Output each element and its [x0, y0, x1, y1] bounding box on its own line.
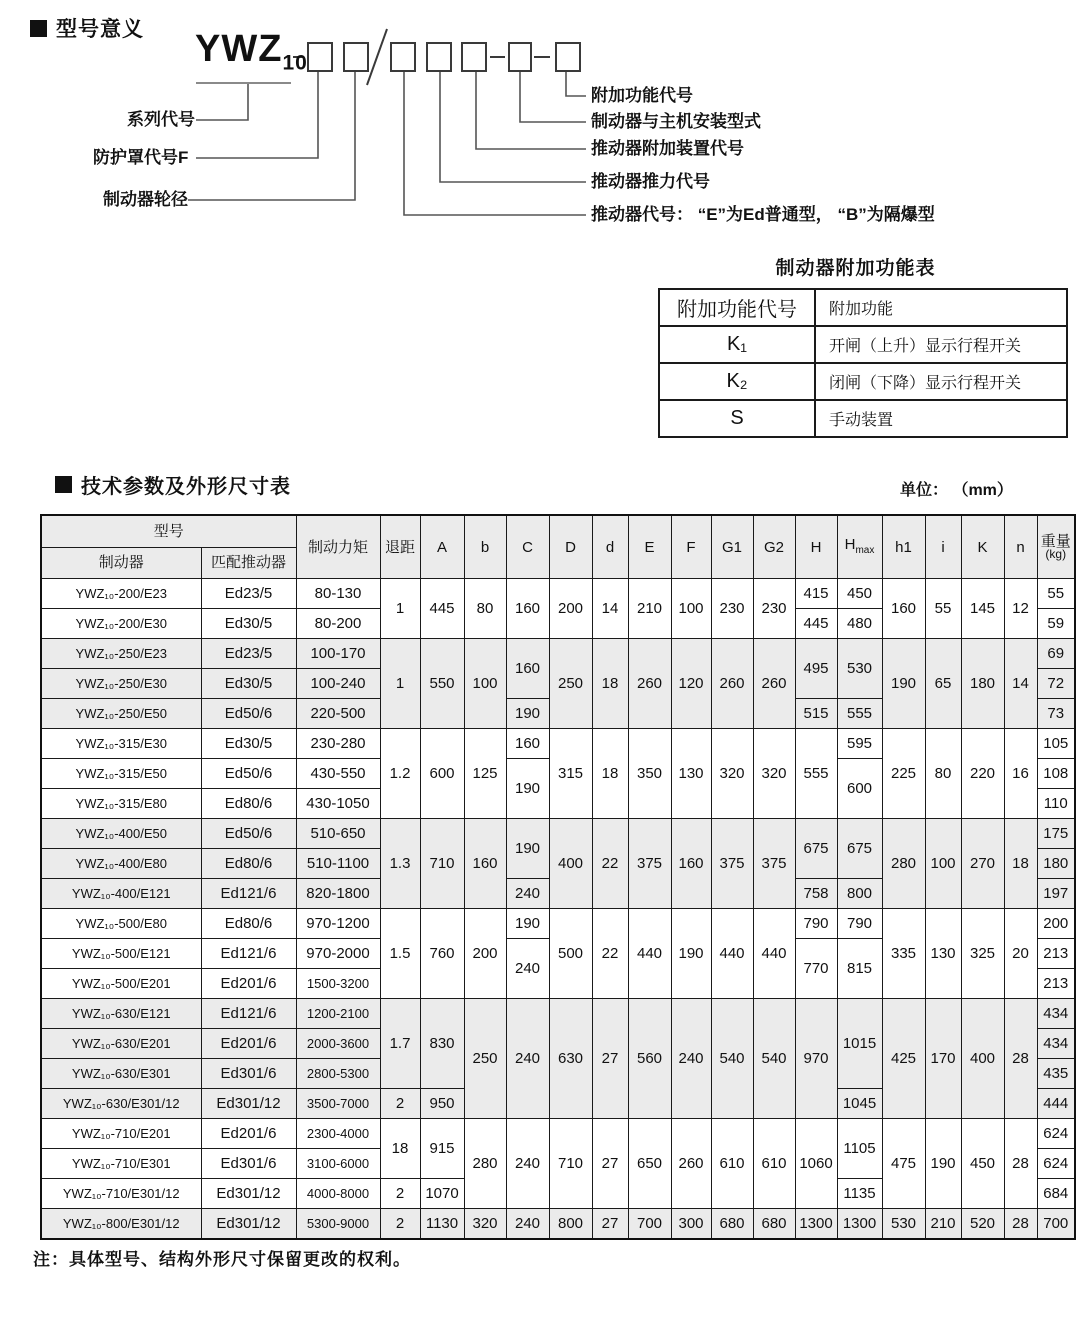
- param-cell: 530: [837, 639, 882, 699]
- param-cell: 800: [549, 1209, 592, 1240]
- param-cell: 130: [925, 909, 961, 999]
- param-cell: 970: [795, 999, 837, 1119]
- header-col: 退距: [380, 515, 420, 579]
- param-cell: 240: [506, 939, 549, 999]
- param-cell: 375: [711, 819, 753, 909]
- param-cell: 540: [753, 999, 795, 1119]
- param-cell: 624: [1037, 1149, 1075, 1179]
- param-cell: 160: [506, 579, 549, 639]
- param-cell: 2: [380, 1209, 420, 1240]
- param-cell: 16: [1004, 729, 1037, 819]
- param-cell: 80: [925, 729, 961, 819]
- param-cell: 180: [961, 639, 1004, 729]
- param-cell: 125: [464, 729, 506, 819]
- parameters-table: [40, 514, 1076, 1240]
- param-cell: 675: [837, 819, 882, 879]
- header-col: D: [549, 515, 592, 579]
- param-cell: Ed30/5: [201, 729, 296, 759]
- param-cell: 220: [961, 729, 1004, 819]
- param-cell: 260: [753, 639, 795, 729]
- param-cell: 375: [753, 819, 795, 909]
- param-cell: 440: [628, 909, 671, 999]
- param-cell: 970-1200: [296, 909, 380, 939]
- header-col: 重量 (kg): [1037, 515, 1075, 579]
- param-cell: 684: [1037, 1179, 1075, 1209]
- param-cell: 335: [882, 909, 925, 999]
- param-cell: 180: [1037, 849, 1075, 879]
- param-cell: Ed50/6: [201, 699, 296, 729]
- param-cell: Ed80/6: [201, 789, 296, 819]
- param-cell: 2000-3600: [296, 1029, 380, 1059]
- param-cell: 434: [1037, 1029, 1075, 1059]
- param-cell: 4000-8000: [296, 1179, 380, 1209]
- param-cell: 28: [1004, 999, 1037, 1119]
- param-cell: 610: [753, 1119, 795, 1209]
- param-cell: 440: [711, 909, 753, 999]
- label-guard-code: 防护罩代号F: [93, 148, 189, 167]
- param-cell: 200: [464, 909, 506, 999]
- param-cell: YWZ₁₀-800/E301/12: [41, 1209, 201, 1240]
- param-cell: 430-1050: [296, 789, 380, 819]
- table-row: [659, 363, 1067, 400]
- param-cell: 600: [837, 759, 882, 819]
- header-col: h1: [882, 515, 925, 579]
- header-col: A: [420, 515, 464, 579]
- param-cell: 1060: [795, 1119, 837, 1209]
- param-cell: 200: [549, 579, 592, 639]
- section-title-parameters: [55, 470, 291, 499]
- footnote: 注：具体型号、结构外形尺寸保留更改的权利。: [33, 1250, 411, 1269]
- param-cell: YWZ₁₀-500/E121: [41, 939, 201, 969]
- param-cell: 190: [506, 699, 549, 729]
- param-cell: 600: [420, 729, 464, 819]
- param-cell: 80: [464, 579, 506, 639]
- param-cell: 225: [882, 729, 925, 819]
- header-model: 型号: [41, 515, 296, 548]
- param-cell: Ed201/6: [201, 969, 296, 999]
- param-cell: Ed23/5: [201, 639, 296, 669]
- section-title-text: 技术参数及外形尺寸表: [81, 476, 291, 498]
- param-cell: 520: [961, 1209, 1004, 1240]
- param-cell: 22: [592, 819, 628, 909]
- function-desc-cell: 闭闸（下降）显示行程开关: [815, 363, 1067, 400]
- param-cell: YWZ₁₀-500/E201: [41, 969, 201, 999]
- param-cell: 213: [1037, 969, 1075, 999]
- param-cell: YWZ₁₀-250/E23: [41, 639, 201, 669]
- param-cell: 450: [961, 1119, 1004, 1209]
- param-cell: 3500-7000: [296, 1089, 380, 1119]
- param-cell: 650: [628, 1119, 671, 1209]
- param-cell: 970-2000: [296, 939, 380, 969]
- unit-label: 单位： （mm）: [900, 482, 1013, 499]
- code-subscript: 10: [282, 51, 308, 75]
- label-series-code: 系列代号: [127, 110, 195, 129]
- table-row: [41, 999, 1075, 1029]
- model-code-diagram: [0, 0, 1091, 250]
- table-row: [41, 579, 1075, 609]
- param-cell: 120: [671, 639, 711, 729]
- param-cell: 22: [592, 909, 628, 999]
- param-cell: 530: [882, 1209, 925, 1240]
- param-cell: 2300-4000: [296, 1119, 380, 1149]
- param-cell: 2: [380, 1179, 420, 1209]
- param-cell: 1045: [837, 1089, 882, 1119]
- param-cell: YWZ₁₀-710/E301/12: [41, 1179, 201, 1209]
- param-cell: 230-280: [296, 729, 380, 759]
- param-cell: 230: [711, 579, 753, 639]
- param-cell: 480: [837, 609, 882, 639]
- param-cell: 250: [464, 999, 506, 1119]
- param-cell: 440: [753, 909, 795, 999]
- param-cell: 1: [380, 579, 420, 639]
- header-col: i: [925, 515, 961, 579]
- table-row: [41, 819, 1075, 849]
- param-cell: 175: [1037, 819, 1075, 849]
- function-code-cell: K₂: [659, 363, 815, 400]
- param-cell: Ed301/12: [201, 1089, 296, 1119]
- param-cell: YWZ₁₀-630/E301: [41, 1059, 201, 1089]
- param-cell: Ed201/6: [201, 1029, 296, 1059]
- header-model-sub: 制动器: [41, 548, 201, 579]
- header-col: H: [795, 515, 837, 579]
- param-cell: 510-650: [296, 819, 380, 849]
- param-cell: YWZ₁₀-200/E23: [41, 579, 201, 609]
- param-cell: 260: [711, 639, 753, 729]
- label-extra-function-code: 附加功能代号: [591, 86, 693, 105]
- param-cell: 710: [549, 1119, 592, 1209]
- function-desc-cell: 手动装置: [815, 400, 1067, 437]
- param-cell: 18: [1004, 819, 1037, 909]
- param-cell: 145: [961, 579, 1004, 639]
- param-cell: 434: [1037, 999, 1075, 1029]
- param-cell: 27: [592, 999, 628, 1119]
- param-cell: 100: [464, 639, 506, 729]
- param-cell: 190: [671, 909, 711, 999]
- label-thruster-force-code: 推动器推力代号: [591, 172, 710, 191]
- param-cell: 415: [795, 579, 837, 609]
- param-cell: 250: [549, 639, 592, 729]
- header-col: C: [506, 515, 549, 579]
- param-cell: 510-1100: [296, 849, 380, 879]
- param-cell: YWZ₁₀-400/E80: [41, 849, 201, 879]
- param-cell: 710: [420, 819, 464, 909]
- param-cell: 12: [1004, 579, 1037, 639]
- header-col: b: [464, 515, 506, 579]
- label-thruster-code: 推动器代号： “E”为Ed普通型， “B”为隔爆型: [591, 205, 935, 224]
- param-cell: 1300: [795, 1209, 837, 1240]
- param-cell: 27: [592, 1119, 628, 1209]
- label-mounting-type: 制动器与主机安装型式: [591, 112, 761, 131]
- table-row: [41, 639, 1075, 669]
- param-cell: 160: [506, 729, 549, 759]
- param-cell: 55: [925, 579, 961, 639]
- param-cell: 108: [1037, 759, 1075, 789]
- param-cell: Ed301/12: [201, 1179, 296, 1209]
- param-cell: Ed121/6: [201, 999, 296, 1029]
- param-cell: 375: [628, 819, 671, 909]
- param-cell: 1070: [420, 1179, 464, 1209]
- param-cell: 100: [925, 819, 961, 909]
- param-cell: 800: [837, 879, 882, 909]
- header-col: G2: [753, 515, 795, 579]
- param-cell: 200: [1037, 909, 1075, 939]
- param-cell: 110: [1037, 789, 1075, 819]
- param-cell: Ed30/5: [201, 669, 296, 699]
- param-cell: YWZ₁₀-400/E121: [41, 879, 201, 909]
- section-title-text: 型号意义: [56, 18, 144, 41]
- param-cell: 170: [925, 999, 961, 1119]
- param-cell: 190: [506, 759, 549, 819]
- param-cell: 20: [1004, 909, 1037, 999]
- param-cell: 230: [753, 579, 795, 639]
- param-cell: 5300-9000: [296, 1209, 380, 1240]
- param-cell: 790: [837, 909, 882, 939]
- param-cell: Ed121/6: [201, 879, 296, 909]
- param-cell: 350: [628, 729, 671, 819]
- param-cell: Ed301/6: [201, 1149, 296, 1179]
- param-cell: 240: [506, 1209, 549, 1240]
- param-cell: 550: [420, 639, 464, 729]
- param-cell: 770: [795, 939, 837, 999]
- param-cell: Ed301/6: [201, 1059, 296, 1089]
- param-cell: 595: [837, 729, 882, 759]
- header-col: 制动力矩: [296, 515, 380, 579]
- param-cell: 27: [592, 1209, 628, 1240]
- param-cell: 1135: [837, 1179, 882, 1209]
- header-model-sub: 匹配推动器: [201, 548, 296, 579]
- param-cell: Ed50/6: [201, 819, 296, 849]
- param-cell: 430-550: [296, 759, 380, 789]
- function-desc-cell: 开闸（上升）显示行程开关: [815, 326, 1067, 363]
- param-cell: YWZ₁₀-400/E50: [41, 819, 201, 849]
- param-cell: 160: [882, 579, 925, 639]
- param-cell: 240: [506, 999, 549, 1119]
- param-cell: 160: [671, 819, 711, 909]
- code-prefix: YWZ: [195, 28, 283, 70]
- param-cell: 820-1800: [296, 879, 380, 909]
- param-cell: 555: [837, 699, 882, 729]
- param-cell: 280: [882, 819, 925, 909]
- param-cell: YWZ₁₀-315/E80: [41, 789, 201, 819]
- param-cell: 400: [549, 819, 592, 909]
- param-cell: 100-240: [296, 669, 380, 699]
- param-cell: 18: [380, 1119, 420, 1179]
- param-cell: 444: [1037, 1089, 1075, 1119]
- param-cell: 1130: [420, 1209, 464, 1240]
- param-cell: 18: [592, 639, 628, 729]
- label-thruster-attachment-code: 推动器附加装置代号: [591, 139, 744, 158]
- param-cell: 915: [420, 1119, 464, 1179]
- param-cell: 65: [925, 639, 961, 729]
- param-cell: 59: [1037, 609, 1075, 639]
- param-cell: 69: [1037, 639, 1075, 669]
- param-cell: Ed201/6: [201, 1119, 296, 1149]
- param-cell: 14: [592, 579, 628, 639]
- param-cell: 1.5: [380, 909, 420, 999]
- param-cell: 28: [1004, 1119, 1037, 1209]
- param-cell: 624: [1037, 1119, 1075, 1149]
- param-cell: 300: [671, 1209, 711, 1240]
- param-cell: 270: [961, 819, 1004, 909]
- param-cell: YWZ₁₀-315/E50: [41, 759, 201, 789]
- param-cell: 190: [506, 819, 549, 879]
- functions-header-function: 附加功能: [815, 289, 1067, 326]
- param-cell: 240: [506, 1119, 549, 1209]
- param-cell: 320: [753, 729, 795, 819]
- functions-table-title: 制动器附加功能表: [775, 258, 936, 279]
- param-cell: 445: [420, 579, 464, 639]
- param-cell: 18: [592, 729, 628, 819]
- param-cell: 515: [795, 699, 837, 729]
- param-cell: 260: [628, 639, 671, 729]
- param-cell: 1.2: [380, 729, 420, 819]
- param-cell: 495: [795, 639, 837, 699]
- param-cell: 100: [671, 579, 711, 639]
- param-cell: 130: [671, 729, 711, 819]
- param-cell: 445: [795, 609, 837, 639]
- param-cell: Ed80/6: [201, 909, 296, 939]
- param-cell: 160: [506, 639, 549, 699]
- param-cell: 1105: [837, 1119, 882, 1179]
- param-cell: 3100-6000: [296, 1149, 380, 1179]
- param-cell: 815: [837, 939, 882, 999]
- param-cell: 2800-5300: [296, 1059, 380, 1089]
- param-cell: 560: [628, 999, 671, 1119]
- param-cell: 760: [420, 909, 464, 999]
- param-cell: 220-500: [296, 699, 380, 729]
- param-cell: Ed30/5: [201, 609, 296, 639]
- param-cell: YWZ₁₀-630/E121: [41, 999, 201, 1029]
- header-col: G1: [711, 515, 753, 579]
- param-cell: 758: [795, 879, 837, 909]
- param-cell: 675: [795, 819, 837, 879]
- param-cell: 80-200: [296, 609, 380, 639]
- param-cell: 100-170: [296, 639, 380, 669]
- param-cell: 2: [380, 1089, 420, 1119]
- param-cell: 105: [1037, 729, 1075, 759]
- header-col: $H_{max}$: [837, 515, 882, 579]
- param-cell: YWZ₁₀-250/E30: [41, 669, 201, 699]
- param-cell: 197: [1037, 879, 1075, 909]
- param-cell: 790: [795, 909, 837, 939]
- param-cell: 55: [1037, 579, 1075, 609]
- param-cell: 160: [464, 819, 506, 909]
- param-cell: 260: [671, 1119, 711, 1209]
- param-cell: 240: [506, 879, 549, 909]
- section-bullet-square: [55, 476, 72, 493]
- param-cell: 700: [628, 1209, 671, 1240]
- param-cell: 1015: [837, 999, 882, 1089]
- table-row: [659, 326, 1067, 363]
- label-wheel-diameter: 制动器轮径: [103, 190, 188, 209]
- param-cell: YWZ₁₀-315/E30: [41, 729, 201, 759]
- param-cell: 210: [925, 1209, 961, 1240]
- param-cell: 680: [753, 1209, 795, 1240]
- param-cell: Ed301/12: [201, 1209, 296, 1240]
- param-cell: 315: [549, 729, 592, 819]
- param-cell: 610: [711, 1119, 753, 1209]
- param-cell: 830: [420, 999, 464, 1089]
- param-cell: Ed80/6: [201, 849, 296, 879]
- param-cell: 80-130: [296, 579, 380, 609]
- table-row: [41, 729, 1075, 759]
- param-cell: 1300: [837, 1209, 882, 1240]
- param-cell: 1.7: [380, 999, 420, 1089]
- param-cell: 540: [711, 999, 753, 1119]
- param-cell: 320: [711, 729, 753, 819]
- table-row: [659, 289, 1067, 326]
- param-cell: 680: [711, 1209, 753, 1240]
- function-code-cell: S: [659, 400, 815, 437]
- table-row: [659, 400, 1067, 437]
- param-cell: YWZ₁₀-630/E201: [41, 1029, 201, 1059]
- param-cell: 325: [961, 909, 1004, 999]
- param-cell: 73: [1037, 699, 1075, 729]
- param-cell: Ed50/6: [201, 759, 296, 789]
- functions-header-code: 附加功能代号: [659, 289, 815, 326]
- table-row: [41, 909, 1075, 939]
- param-cell: 450: [837, 579, 882, 609]
- param-cell: 28: [1004, 1209, 1037, 1240]
- param-cell: YWZ₁₀-500/E80: [41, 909, 201, 939]
- param-cell: YWZ₁₀-710/E201: [41, 1119, 201, 1149]
- param-cell: 240: [671, 999, 711, 1119]
- param-cell: 190: [506, 909, 549, 939]
- param-cell: 435: [1037, 1059, 1075, 1089]
- param-cell: 14: [1004, 639, 1037, 729]
- param-cell: 280: [464, 1119, 506, 1209]
- functions-table: [658, 288, 1068, 438]
- param-cell: YWZ₁₀-200/E30: [41, 609, 201, 639]
- param-cell: 630: [549, 999, 592, 1119]
- param-cell: 190: [925, 1119, 961, 1209]
- param-cell: 213: [1037, 939, 1075, 969]
- param-cell: Ed23/5: [201, 579, 296, 609]
- table-row: [41, 1119, 1075, 1149]
- param-cell: 500: [549, 909, 592, 999]
- param-cell: 950: [420, 1089, 464, 1119]
- header-col: F: [671, 515, 711, 579]
- param-cell: 1: [380, 639, 420, 729]
- param-cell: 700: [1037, 1209, 1075, 1240]
- header-col: E: [628, 515, 671, 579]
- param-cell: YWZ₁₀-630/E301/12: [41, 1089, 201, 1119]
- table-row: [41, 1209, 1075, 1240]
- param-cell: 555: [795, 729, 837, 819]
- param-cell: 425: [882, 999, 925, 1119]
- function-code-cell: K₁: [659, 326, 815, 363]
- param-cell: 1.3: [380, 819, 420, 909]
- model-code-text: [195, 28, 308, 76]
- param-cell: Ed121/6: [201, 939, 296, 969]
- header-col: n: [1004, 515, 1037, 579]
- param-cell: 72: [1037, 669, 1075, 699]
- param-cell: 320: [464, 1209, 506, 1240]
- param-cell: YWZ₁₀-710/E301: [41, 1149, 201, 1179]
- header-col: K: [961, 515, 1004, 579]
- param-cell: YWZ₁₀-250/E50: [41, 699, 201, 729]
- param-cell: 1200-2100: [296, 999, 380, 1029]
- table-header-row: [41, 515, 1075, 548]
- param-cell: 475: [882, 1119, 925, 1209]
- param-cell: 400: [961, 999, 1004, 1119]
- param-cell: 1500-3200: [296, 969, 380, 999]
- param-cell: 190: [882, 639, 925, 729]
- param-cell: 210: [628, 579, 671, 639]
- header-col: d: [592, 515, 628, 579]
